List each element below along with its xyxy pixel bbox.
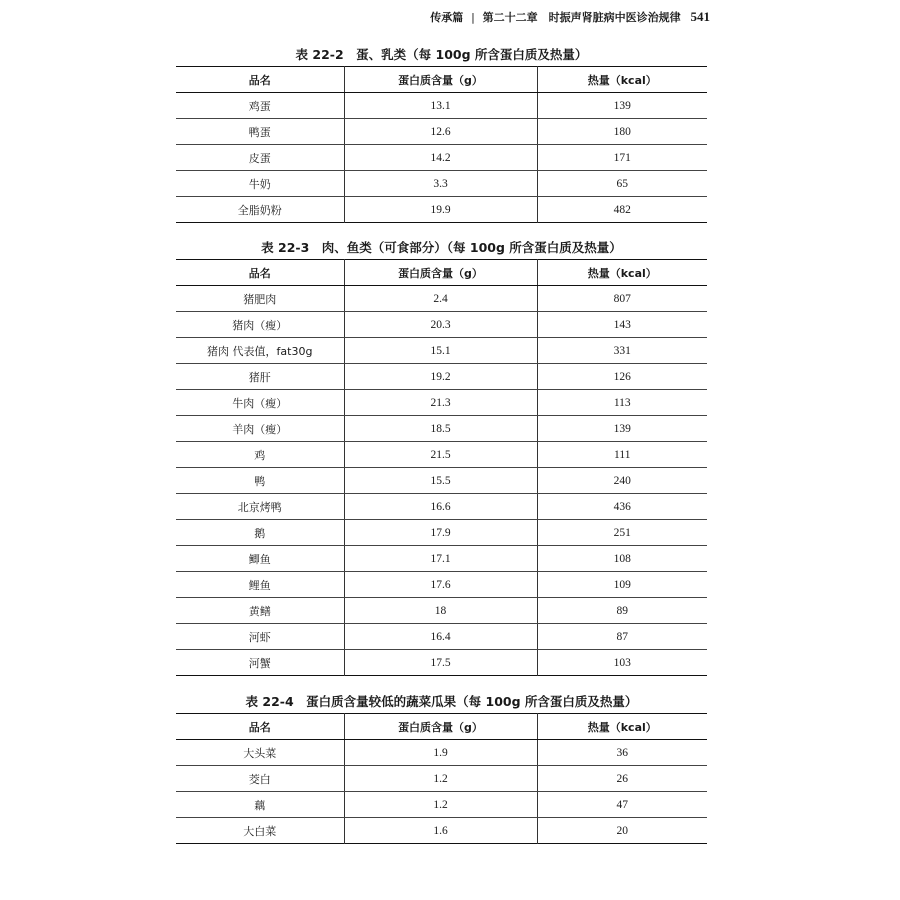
cell-product-name: 全脂奶粉 [237,203,282,217]
table-row [176,650,707,676]
cell-energy: 126 [537,364,707,390]
cell-energy: 113 [537,390,707,416]
cell-protein-content: 19.2 [344,364,537,390]
cell-product-name: 猪肝 [176,364,344,390]
cell-energy: 436 [537,494,707,520]
column-header-protein-content: 蛋白质含量（g） [344,714,537,740]
cell-protein-content: 18.5 [344,416,537,442]
table-row [176,494,707,520]
cell-product-name: 羊肉（瘦） [176,416,344,442]
page-number: 541 [690,9,710,24]
header-separator: | [471,11,475,24]
cell-protein-content: 1.9 [344,740,537,766]
table-caption-22-3: 表 22-3 肉、鱼类（可食部分）（每 100g 所含蛋白质及热量） [261,240,622,255]
table-row [176,598,707,624]
table-row [176,312,707,338]
chapter-title: 第二十二章 时振声肾脏病中医诊治规律 [482,11,681,24]
column-header-product-name: 品名 [176,260,344,286]
cell-product-name: 茭白 [176,766,344,792]
table-caption-22-4: 表 22-4 蛋白质含量较低的蔬菜瓜果（每 100g 所含蛋白质及热量） [245,694,638,709]
table-row [176,740,707,766]
cell-energy: 89 [537,598,707,624]
cell-energy: 139 [537,416,707,442]
cell-energy: 139 [537,93,707,119]
cell-protein-content: 17.1 [344,546,537,572]
cell-product-name: 北京烤鸭 [176,494,344,520]
cell-protein-content: 21.5 [344,442,537,468]
table-row [176,818,707,844]
cell-protein-content: 3.3 [344,171,537,197]
cell-product-name: 大头菜 [176,740,344,766]
cell-protein-content: 17.9 [344,520,537,546]
cell-product-name: 大白菜 [243,824,277,838]
table-row [176,416,707,442]
cell-energy: 807 [537,286,707,312]
cell-product-name: 皮蛋 [176,145,344,171]
cell-product-name: 鲤鱼 [176,572,344,598]
column-header-protein-content: 蛋白质含量（g） [344,260,537,286]
table-row [176,390,707,416]
cell-energy: 111 [537,442,707,468]
cell-protein-content: 19.9 [344,197,537,223]
cell-protein-content: 17.6 [344,572,537,598]
cell-product-name: 黄鳝 [176,598,344,624]
table-header-row [176,67,707,93]
table-row [176,520,707,546]
table-row [176,624,707,650]
cell-protein-content: 18 [344,598,537,624]
cell-product-name: 河虾 [176,624,344,650]
table-22-4 [176,713,707,844]
table-row [176,93,707,119]
table-row [176,171,707,197]
cell-product-name: 鹅 [176,520,344,546]
cell-protein-content: 20.3 [344,312,537,338]
cell-product-name: 猪肥肉 [176,286,344,312]
cell-product-name: 鸭蛋 [176,119,344,145]
table-row [176,442,707,468]
cell-energy: 171 [537,145,707,171]
column-header-product-name: 品名 [176,714,344,740]
cell-product-name: 鸡蛋 [176,93,344,119]
cell-protein-content: 17.5 [344,650,537,676]
cell-energy: 143 [537,312,707,338]
cell-protein-content: 1.2 [344,766,537,792]
table-row [176,766,707,792]
cell-energy: 20 [537,818,707,844]
cell-product-name: 牛肉（瘦） [176,390,344,416]
table-row [176,572,707,598]
cell-energy: 331 [537,338,707,364]
cell-energy: 180 [537,119,707,145]
cell-protein-content: 1.2 [344,792,537,818]
cell-protein-content: 15.5 [344,468,537,494]
cell-product-name: 鸡 [176,442,344,468]
section-title: 传承篇 [430,11,464,24]
cell-protein-content: 16.4 [344,624,537,650]
column-header-energy: 热量（kcal） [537,714,707,740]
cell-product-name: 牛奶 [176,171,344,197]
column-header-energy: 热量（kcal） [537,67,707,93]
cell-product-name: 河蟹 [248,656,271,670]
cell-protein-content: 14.2 [344,145,537,171]
table-header-row [176,260,707,286]
cell-protein-content: 16.6 [344,494,537,520]
table-row [176,468,707,494]
cell-energy: 240 [537,468,707,494]
column-header-protein-content: 蛋白质含量（g） [344,67,537,93]
table-row [176,792,707,818]
cell-protein-content: 21.3 [344,390,537,416]
column-header-energy: 热量（kcal） [537,260,707,286]
cell-energy: 482 [537,197,707,223]
cell-energy: 108 [537,546,707,572]
cell-energy: 26 [537,766,707,792]
cell-protein-content: 13.1 [344,93,537,119]
cell-protein-content: 12.6 [344,119,537,145]
cell-product-name: 猪肉 代表值，fat30g [176,338,344,364]
table-row [176,546,707,572]
table-row [176,145,707,171]
cell-energy: 251 [537,520,707,546]
cell-energy: 36 [537,740,707,766]
table-row [176,119,707,145]
cell-energy: 65 [537,171,707,197]
column-header-product-name: 品名 [176,67,344,93]
table-header-row [176,714,707,740]
table-22-2 [176,66,707,223]
cell-product-name: 藕 [176,792,344,818]
cell-energy: 103 [537,650,707,676]
table-row [176,286,707,312]
cell-energy: 87 [537,624,707,650]
cell-product-name: 鸭 [176,468,344,494]
cell-protein-content: 1.6 [344,818,537,844]
page-header [0,9,710,25]
table-22-3 [176,259,707,676]
cell-product-name: 猪肉（瘦） [176,312,344,338]
cell-product-name: 鲫鱼 [176,546,344,572]
table-caption-22-2: 表 22-2 蛋、乳类（每 100g 所含蛋白质及热量） [295,47,588,62]
cell-energy: 47 [537,792,707,818]
cell-energy: 109 [537,572,707,598]
table-row [176,338,707,364]
table-row [176,197,707,223]
cell-protein-content: 15.1 [344,338,537,364]
table-row [176,364,707,390]
cell-protein-content: 2.4 [344,286,537,312]
